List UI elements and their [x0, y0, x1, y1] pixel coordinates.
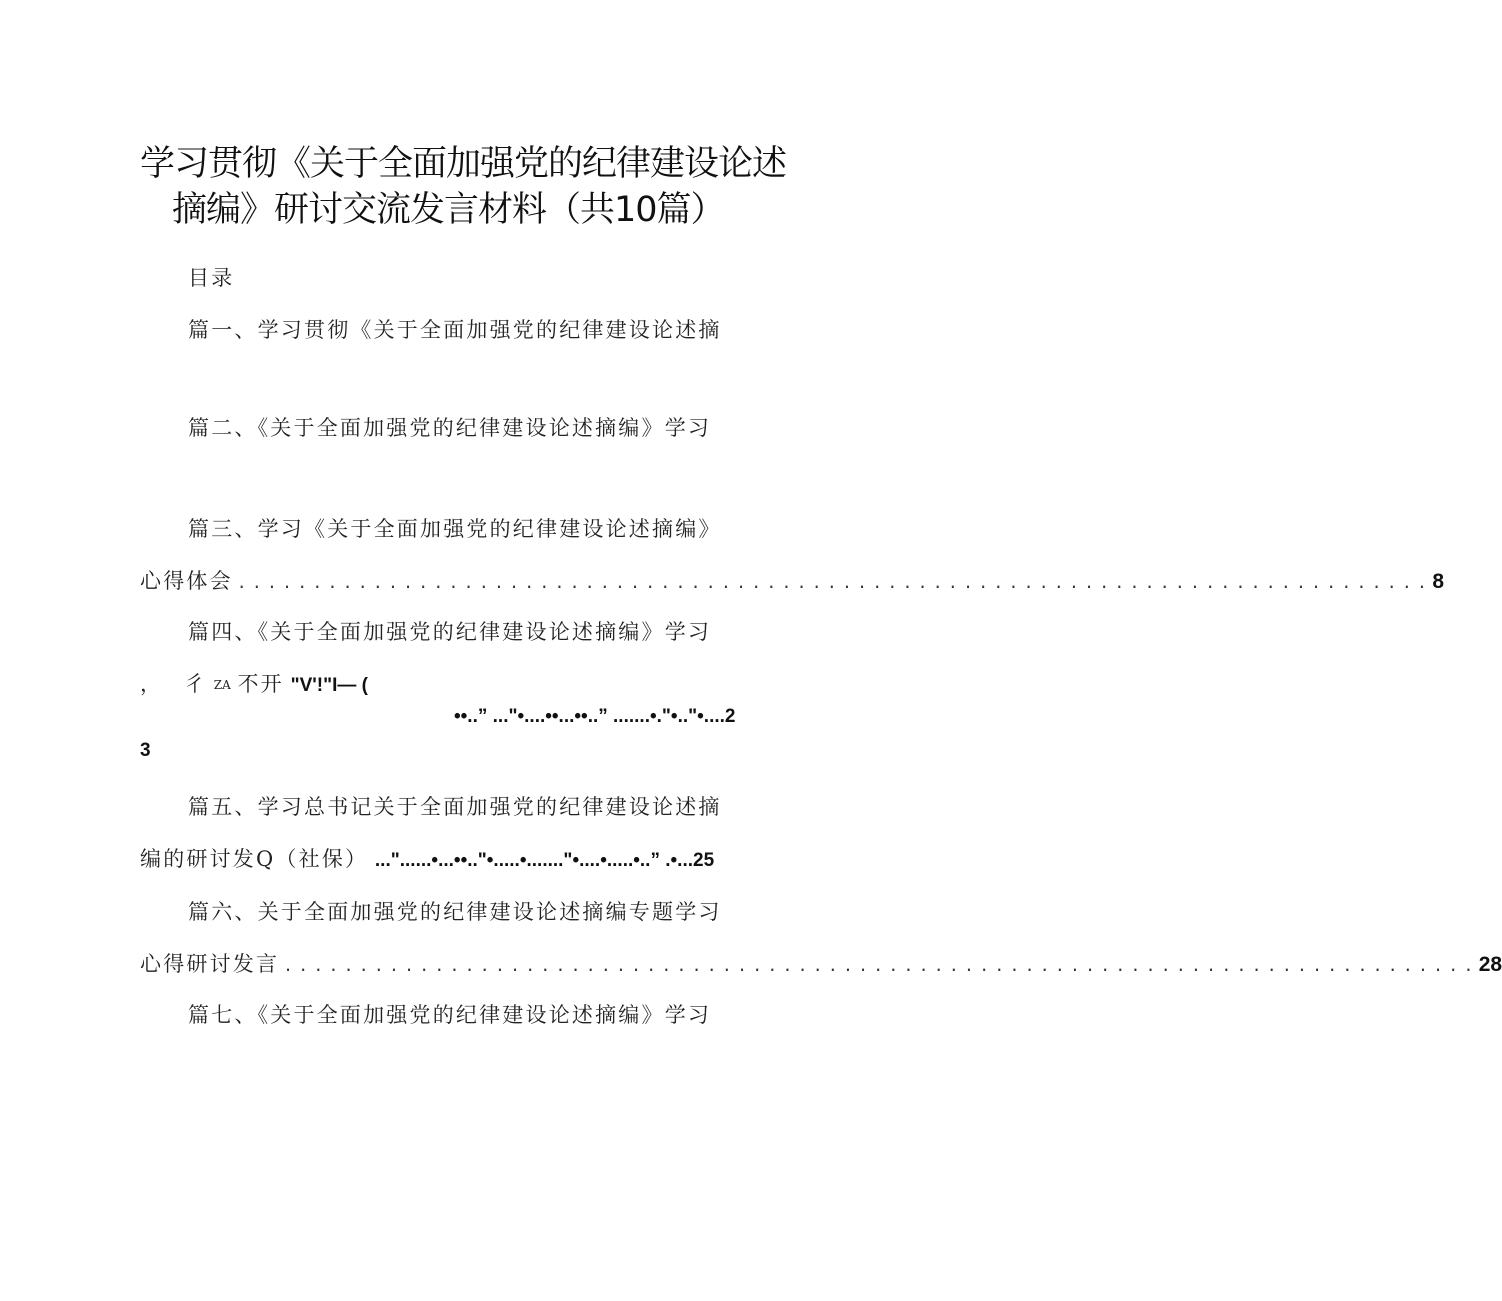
toc-entry-5-subtitle: 编的研讨发Q（社保） — [140, 847, 369, 871]
toc-entry-3-continuation[interactable] — [140, 565, 1444, 595]
toc-entry-3-subtitle: 心得体会 — [140, 569, 233, 593]
toc-heading: 目录 — [188, 266, 235, 290]
toc-entry-4-page-fragment: 3 — [140, 740, 151, 761]
garbled-comma: ， — [140, 672, 164, 696]
toc-entry-5[interactable]: 篇五、学习总书记关于全面加强党的纪律建设论述摘 — [188, 795, 722, 819]
toc-entry-4-garbled-dots: ••..” ..."•....••...••..” .......•."•.."•....2 — [454, 706, 736, 727]
document-title-line-1: 学习贯彻《关于全面加强党的纪律建设论述 — [140, 144, 787, 184]
garbled-glyph: 彳 — [183, 672, 208, 696]
leader-dots: ............................................................................... — [236, 573, 1433, 592]
document-title-line-2: 摘编》研讨交流发言材料（共10篇） — [172, 190, 725, 230]
toc-entry-6-subtitle: 心得研讨发言 — [140, 952, 280, 976]
toc-entry-5-continuation[interactable] — [140, 843, 714, 873]
toc-entry-1[interactable]: 篇一、学习贯彻《关于全面加强党的纪律建设论述摘 — [188, 318, 722, 342]
toc-entry-3[interactable]: 篇三、学习《关于全面加强党的纪律建设论述摘编》 — [188, 517, 722, 541]
toc-entry-3-page: 8 — [1432, 570, 1444, 593]
toc-entry-4-garbled-line — [140, 668, 368, 698]
toc-entry-5-garbled-dots: ..."......•...••.."•.....•......."•....•.....•..” .•...25 — [374, 850, 715, 871]
garbled-symbols: "V'!"I— ( — [290, 675, 368, 696]
toc-entry-4[interactable]: 篇四、《关于全面加强党的纪律建设论述摘编》学习 — [188, 620, 712, 644]
toc-entry-6[interactable]: 篇六、关于全面加强党的纪律建设论述摘编专题学习 — [188, 900, 722, 924]
toc-entry-2[interactable]: 篇二、《关于全面加强党的纪律建设论述摘编》学习 — [188, 416, 712, 440]
toc-entry-6-continuation[interactable] — [140, 948, 1502, 978]
garbled-chinese: 不开 — [237, 672, 284, 696]
leader-dots: ............................................................................... — [283, 956, 1479, 975]
garbled-small-text: ZA — [213, 678, 231, 692]
toc-entry-7[interactable]: 篇七、《关于全面加强党的纪律建设论述摘编》学习 — [188, 1003, 712, 1027]
toc-entry-6-page: 28 — [1478, 953, 1502, 976]
